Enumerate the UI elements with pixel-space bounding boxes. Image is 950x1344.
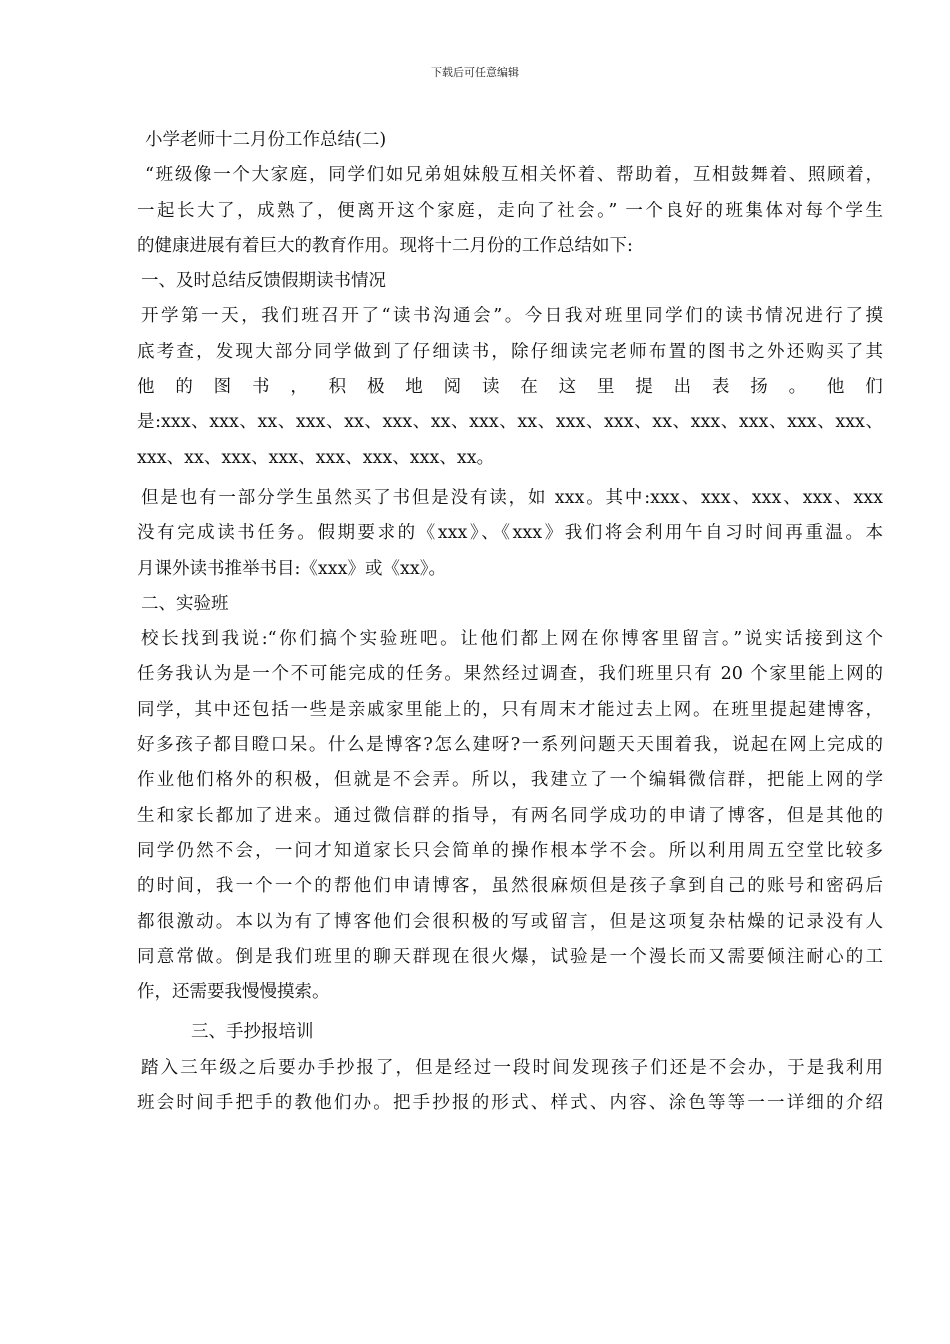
paragraph-line: 校长找到我说:“你们搞个实验班吧。让他们都上网在你博客里留言。”说实话接到这个 [141, 629, 883, 650]
paragraph-line: 踏入三年级之后要办手抄报了，但是经过一段时间发现孩子们还是不会办，于是我利用 [141, 1057, 883, 1078]
paragraph-line: 班会时间手把手的教他们办。把手抄报的形式、样式、内容、涂色等等一一详细的介绍 [137, 1093, 883, 1114]
spread-char: 出 [673, 377, 692, 398]
spread-char: 积 [328, 377, 347, 398]
spread-char: 。 [788, 377, 807, 398]
spread-char: 们 [865, 377, 883, 398]
spread-char: 书 [251, 377, 270, 398]
spread-char: 的 [175, 377, 193, 398]
intro-line: 一起长大了，成熟了，便离开这个家庭，走向了社会。” 一个良好的班集体对每个学生 [137, 200, 883, 221]
paragraph-line: 是:xxx、xxx、xx、xxx、xx、xxx、xx、xxx、xx、xxx、xxx、xx、xxx、xxx、xxx、xxx、 [137, 412, 883, 433]
paragraph-line: 好多孩子都目瞪口呆。什么是博客?怎么建呀?一系列问题天天围着我，说起在网上完成的 [137, 735, 883, 756]
spread-char: 阅 [443, 377, 462, 398]
paragraph-line: 但是也有一部分学生虽然买了书但是没有读，如 xxx。其中:xxx、xxx、xxx、xxx、xxx [141, 487, 883, 508]
spread-char: 这 [558, 377, 577, 398]
spread-line [137, 370, 883, 405]
spread-char: 提 [635, 377, 653, 398]
section-heading-2: 二、实验班 [141, 593, 229, 614]
paragraph-line: xxx、xx、xxx、xxx、xxx、xxx、xxx、xx。 [137, 447, 495, 468]
spread-char: 他 [826, 377, 845, 398]
paragraph-line: 作业他们格外的积极，但就是不会弄。所以，我建立了一个编辑微信群，把能上网的学 [137, 770, 883, 791]
paragraph-line: 没有完成读书任务。假期要求的《xxx》、《xxx》我们将会利用午自习时间再重温。本 [137, 523, 883, 544]
page-header: 下载后可任意编辑 [431, 66, 519, 79]
document-body [137, 123, 883, 1121]
spread-char: ， [290, 377, 308, 398]
paragraph-line: 任务我认为是一个不可能完成的任务。果然经过调查，我们班里只有 20 个家里能上网的 [137, 664, 883, 685]
paragraph-line: 的时间，我一个一个的帮他们申请博客，虽然很麻烦但是孩子拿到自己的账号和密码后 [137, 876, 883, 897]
paragraph-line: 月课外读书推举书目:《xxx》或《xx》。 [137, 558, 446, 579]
section-heading-3: 三、手抄报培训 [191, 1022, 314, 1043]
spread-char: 表 [711, 377, 730, 398]
spread-char: 他 [137, 377, 155, 398]
spread-char: 极 [366, 377, 385, 398]
paragraph-line: 开学第一天，我们班召开了“读书沟通会”。今日我对班里同学们的读书情况进行了摸 [141, 306, 883, 327]
paragraph-line: 同意常做。倒是我们班里的聊天群现在很火爆，试验是一个漫长而又需要倾注耐心的工 [137, 946, 883, 967]
paragraph-line: 同学，其中还包括一些是亲戚家里能上的，只有周末才能过去上网。在班里提起建博客， [137, 699, 883, 720]
intro-line: “班级像一个大家庭，同学们如兄弟姐妹般互相关怀着、帮助着，互相鼓舞着、照顾着， [145, 165, 883, 186]
intro-line: 的健康进展有着巨大的教育作用。现将十二月份的工作总结如下: [137, 235, 633, 256]
paragraph-line: 生和家长都加了进来。通过微信群的指导，有两名同学成功的申请了博客，但是其他的 [137, 805, 883, 826]
spread-char: 在 [520, 377, 538, 398]
spread-char: 地 [405, 377, 423, 398]
spread-char: 图 [213, 377, 232, 398]
spread-char: 扬 [750, 377, 768, 398]
paragraph-line: 同学仍然不会，一问才知道家长只会简单的操作根本学不会。所以利用周五空堂比较多 [137, 840, 883, 861]
paragraph-line: 作，还需要我慢慢摸索。 [137, 982, 330, 1003]
spread-char: 读 [481, 377, 500, 398]
document-title: 小学老师十二月份工作总结(二) [145, 130, 387, 150]
paragraph-line: 都很激动。本以为有了博客他们会很积极的写或留言，但是这项复杂枯燥的记录没有人 [137, 911, 883, 932]
spread-char: 里 [596, 377, 615, 398]
paragraph-line: 底考查，发现大部分同学做到了仔细读书，除仔细读完老师布置的图书之外还购买了其 [137, 341, 883, 362]
section-heading-1: 一、及时总结反馈假期读书情况 [141, 271, 386, 292]
